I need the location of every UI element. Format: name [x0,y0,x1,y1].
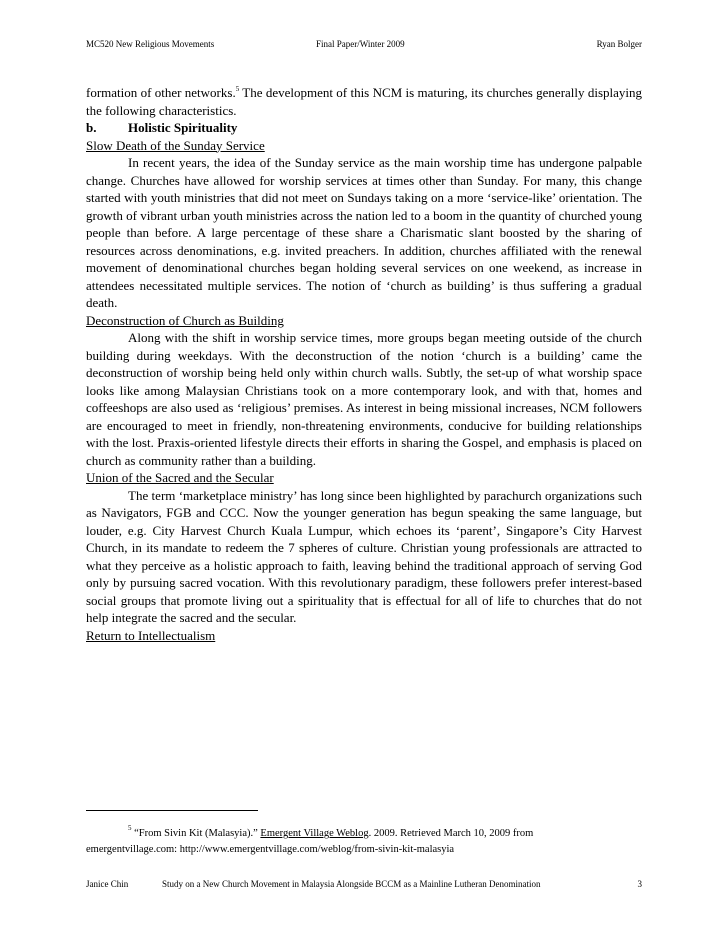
subheading-sunday-service: Slow Death of the Sunday Service [86,137,265,153]
footer-author: Janice Chin [86,879,129,889]
paragraph-church-building: Along with the shift in worship service times, more groups began meeting outside of the church building during weekdays. With the deconstruction of the notion ‘church is a building’ came the deconstruction of worship being held only within church walls. Subtly, the set-up of what worship space looks like among Malaysian Christians took on a more contemporary look, and with that, homes and coffeeshops are also used as ‘religious’ premises. As interest in being missional increases, NCM followers are encouraged to meet in friendly, non-threatening environments, conducive for building relationships with the lost. Praxis-oriented lifestyle directs their efforts in sharing the Gospel, and emphasis is placed on church as community rather than a building. [86,330,642,468]
section-heading [86,119,642,137]
footnote-number: 5 [128,824,132,832]
subheading-intellectualism: Return to Intellectualism [86,627,216,643]
page-number: 3 [637,879,642,889]
header-course: MC520 New Religious Movements [86,39,215,49]
subheading-sacred-secular: Union of the Sacred and the Secular [86,470,274,485]
subheading-church-building: Deconstruction of Church as Building [86,312,284,328]
paragraph-sacred-secular: The term ‘marketplace ministry’ has long since been highlighted by parachurch organizations such as Navigators, FGB and CCC. Now the younger generation has begun speaking the same language, but louder, e.g. City Harvest Church Kuala Lumpur, which echoes its ‘parent’, Singapore’s City Harvest Church, in its mandate to redeem the 7 spheres of culture. Christian young professionals are attracted to what they perceive as a holistic approach to faith, leaving behind the traditional approach of serving God only by pursuing sacred vocation. With this revolutionary paradigm, these followers prefer interest-based social groups that promote living out a spirituality that is effectual for all of life to churches that do not help integrate the sacred and the secular. [86,487,642,625]
footnote-marker: 5 [235,85,240,93]
section-title: Holistic Spirituality [128,120,238,135]
footnote-url-line: emergentvillage.com: http://www.emergentvillage.com/weblog/from-sivin-kit-malasyia [86,844,455,855]
body-text [86,84,642,644]
running-header [86,38,642,50]
footnote: $^5$ “From Sivin Kit (Malasyia).” Emergent Village Weblog. 2009. Retrieved March 10, 2009 from emergentvillage.com: http://www.emergentvillage.com/weblog/from-sivin-kit-malasyia [86,826,642,858]
intro-paragraph: formation of other networks.$^5$ The development of this NCM is maturing, its churches generally displaying the following characteristics. [86,85,643,118]
footnote-source-title: Emergent Village Weblog [260,828,369,839]
header-author: Ryan Bolger [596,39,642,49]
header-paper: Final Paper/Winter 2009 [316,39,405,49]
paragraph-sunday-service: In recent years, the idea of the Sunday service as the main worship time has undergone palpable change. Churches have allowed for worship services at times other than Sunday. For many, this change started with youth ministries that did not meet on Sundays taking on a more ‘service-like’ orientation. The growth of vibrant urban youth ministries across the nation led to a boom in the quantity of churched young people than before. A large percentage of these share a Charismatic slant boosted by the sharing of resources across denominations, e.g. invited preachers. In addition, churches affiliated with the renewal movement of denominational churches began holding several services on one weekend, as increase in attendees necessitated multiple services. The notion of ‘church as building’ is thus suffering a gradual death. [86,155,642,310]
section-letter: b. [86,120,97,135]
footer-title: Study on a New Church Movement in Malaysia Alongside BCCM as a Mainline Lutheran Denomination [162,879,541,889]
footnote-rule [86,810,258,811]
